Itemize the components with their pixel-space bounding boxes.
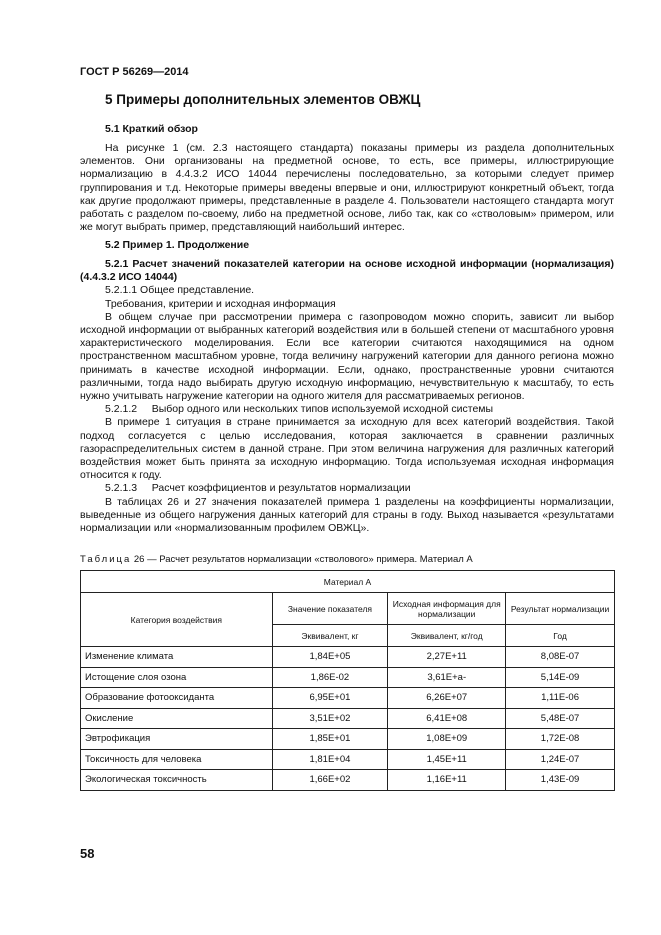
table-caption-text: 26 — Расчет результатов нормализации «стволового» примера. Материал А: [133, 554, 473, 565]
table-row: [81, 708, 615, 729]
cell-category: Эвтрофикация: [81, 729, 273, 750]
table-header-reference: Исходная информация для нормализации: [388, 593, 506, 625]
cell-indicator: 3,51Е+02: [272, 708, 388, 729]
cell-reference: 3,61Е+а-: [388, 667, 506, 688]
paragraph-normalization: В таблицах 26 и 27 значения показателей примера 1 разделены на коэффициенты нормализации, выведенные из общего нагружения данных категорий для страны в году. Выход называется «результатами нормализации или «нормализованным профилем ОВЖЦ».: [80, 495, 614, 535]
cell-category: Истощение слоя озона: [81, 667, 273, 688]
table-unit-indicator: Эквивалент, кг: [272, 625, 388, 647]
cell-result: 1,72Е-08: [506, 729, 615, 750]
cell-reference: 2,27Е+11: [388, 647, 506, 668]
cell-reference: 1,16Е+11: [388, 770, 506, 791]
table-row: [81, 667, 615, 688]
cell-reference: 6,26Е+07: [388, 688, 506, 709]
table-header-category: Категория воздействия: [81, 593, 273, 647]
table-row: [81, 770, 615, 791]
table-unit-result: Год: [506, 625, 615, 647]
subsection-5-2-1-title: 5.2.1 Расчет значений показателей категории на основе исходной информации (нормализация) (4.4.3.2 ИСО 14044): [80, 258, 614, 284]
cell-result: 1,43Е-09: [506, 770, 615, 791]
cell-reference: 1,08Е+09: [388, 729, 506, 750]
subsection-5-2-1-body: [80, 258, 614, 535]
subsection-5-1-body: [80, 142, 614, 234]
table-header-indicator: Значение показателя: [272, 593, 388, 625]
table-row: [81, 749, 615, 770]
cell-indicator: 1,84Е+05: [272, 647, 388, 668]
cell-category: Изменение климата: [81, 647, 273, 668]
cell-category: Образование фотооксиданта: [81, 688, 273, 709]
subsection-5-1-title: 5.1 Краткий обзор: [105, 123, 198, 135]
paragraph-country-reference: В примере 1 ситуация в стране принимается за исходную для всех категорий воздействия. Такой подход согласуется с целью исследования, которая заключается в сравнении различных газораспределительных систем в данной стране. При этом величина нагружения для различных категорий воздействия может быть принята за исходную информацию. Тогда используемая исходная информация относится к году.: [80, 416, 614, 482]
cell-reference: 6,41Е+08: [388, 708, 506, 729]
cell-reference: 1,45Е+11: [388, 749, 506, 770]
cell-category: Окисление: [81, 708, 273, 729]
cell-result: 8,08Е-07: [506, 647, 615, 668]
table-row: [81, 647, 615, 668]
cell-result: 5,48Е-07: [506, 708, 615, 729]
paragraph-reference-choice: В общем случае при рассмотрении примера с газопроводом можно спорить, зависит ли выбор исходной информации от выбранных категорий воздействия или в большей степени от масштабного уровня характеристического моделирования. Если все категории считаются находящимися на одном пространственном масштабном уровне, тогда величину нагружений категории для данного региона можно принимать в качестве исходной информации. Если, однако, пространственные уровни считаются различными, тогда надо выбирать другую исходную информацию, нечувствительную к масштабу, то есть нужно учитывать нагружение категории на одного жителя для рассматриваемых регионов.: [80, 310, 614, 403]
cell-result: 1,11Е-06: [506, 688, 615, 709]
table-caption-word: Таблица: [80, 554, 132, 565]
requirements-heading: Требования, критерии и исходная информация: [105, 297, 336, 310]
standard-header: ГОСТ Р 56269—2014: [80, 66, 189, 78]
normalization-table: [80, 570, 615, 791]
page-number: 58: [80, 846, 95, 861]
cell-result: 1,24Е-07: [506, 749, 615, 770]
section-title: 5 Примеры дополнительных элементов ОВЖЦ: [105, 92, 421, 107]
table-caption: [80, 554, 473, 565]
cell-category: Экологическая токсичность: [81, 770, 273, 791]
table-row: [81, 729, 615, 750]
subsection-5-2-title: 5.2 Пример 1. Продолжение: [105, 239, 250, 251]
table-unit-reference: Эквивалент, кг/год: [388, 625, 506, 647]
table-material-header: Материал А: [81, 571, 615, 593]
cell-indicator: 6,95Е+01: [272, 688, 388, 709]
cell-category: Токсичность для человека: [81, 749, 273, 770]
paragraph-overview: На рисунке 1 (см. 2.3 настоящего стандарта) показаны примеры из раздела дополнительных элементов. Они организованы на предметной основе, то есть, все примеры, иллюстрирующие нормализацию в 4.4.3.2 ИСО 14044 перечислены последовательно, за которыми следует пример группирования и т.д. Некоторые примеры введены впервые и они, иллюстрируют конкретный объект, тогда как другие продолжают примеры, представленные в разделе 4. Пользователи настоящего стандарта могут работать с разделом по-своему, либо на предметной основе, либо так, как со «стволовым» примером, или же могут выбрать пример, представляющий наибольший интерес.: [80, 142, 614, 234]
cell-indicator: 1,81Е+04: [272, 749, 388, 770]
cell-result: 5,14Е-09: [506, 667, 615, 688]
item-5-2-1-2: 5.2.1.2 Выбор одного или нескольких типов используемой исходной системы: [105, 403, 494, 416]
cell-indicator: 1,85Е+01: [272, 729, 388, 750]
cell-indicator: 1,86Е-02: [272, 667, 388, 688]
cell-indicator: 1,66Е+02: [272, 770, 388, 791]
item-5-2-1-1: 5.2.1.1 Общее представление.: [105, 284, 255, 297]
item-5-2-1-3: 5.2.1.3 Расчет коэффициентов и результатов нормализации: [105, 482, 411, 495]
table-header-result: Результат нормализации: [506, 593, 615, 625]
table-row: [81, 688, 615, 709]
